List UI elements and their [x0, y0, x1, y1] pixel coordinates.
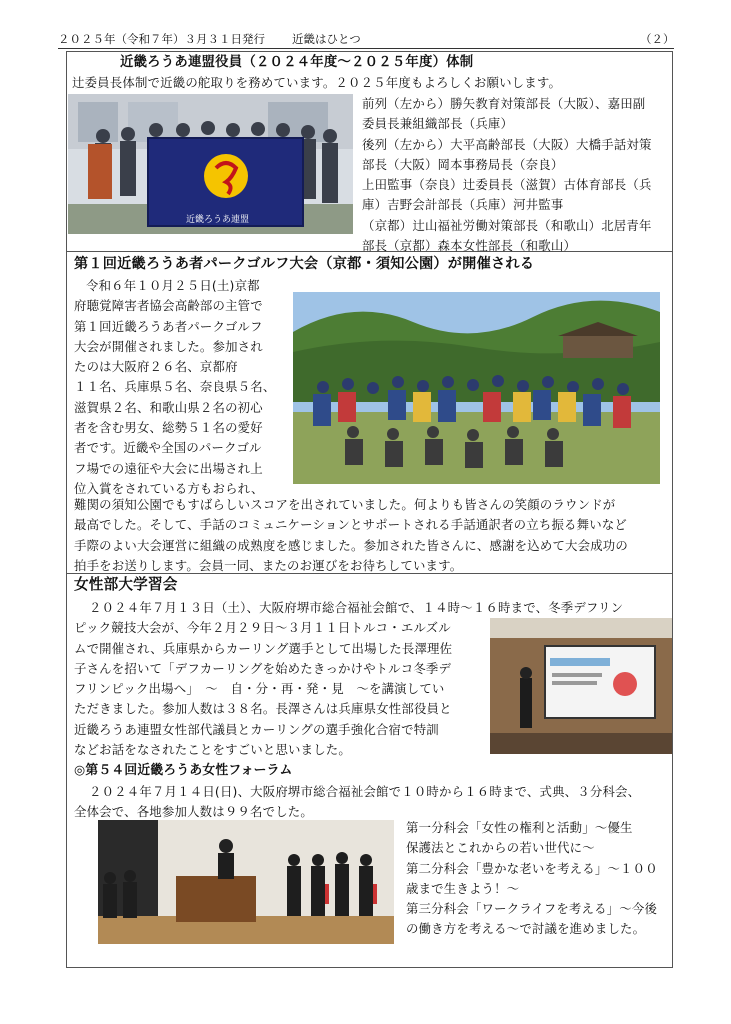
golf-line: たのは大阪府２６名、京都府	[74, 359, 238, 375]
golf-line: １１名、兵庫県５名、奈良県５名、	[74, 379, 276, 395]
golf-line: 大会が開催されました。参加され	[74, 338, 263, 354]
officers-list	[362, 94, 668, 256]
golf-intro	[74, 276, 289, 499]
session-line: 歳まで生きよう！〜	[406, 880, 520, 896]
forum-title: ◎第５４回近畿ろうあ女性フォーラム	[74, 763, 293, 778]
officers-line: 委員長兼組織部長（兵庫）	[362, 116, 514, 132]
session-line: 第三分科会「ワークライフを考える」〜今後	[406, 901, 658, 917]
lecture-photo	[490, 618, 672, 754]
officers-line: 庫）吉野会計部長（兵庫）河井監事	[362, 197, 564, 213]
officers-line: 部長（京都）森本女性部長（和歌山）	[362, 238, 577, 254]
session-line: 第一分科会「女性の権利と活動」〜優生	[406, 820, 633, 835]
women-study-line: 子さんを招いて「デフカーリングを始めたきっかけやトルコ冬季デ	[74, 660, 452, 676]
golf-group-image	[293, 292, 660, 484]
officers-title: 近畿ろうあ連盟役員（２０２４年度〜２０２５年度）体制	[120, 55, 474, 70]
officers-intro: 辻委員長体制で近畿の舵取りを務めています。２０２５年度もよろしくお願いします。	[72, 75, 562, 90]
officers-photo	[68, 94, 353, 234]
women-study-line: ただきました。参加人数は３８名。長澤さんは兵庫県女性部役員と	[74, 701, 452, 717]
golf-body	[74, 495, 674, 576]
forum-stage-image	[98, 820, 394, 944]
officers-line: 上田監事（奈良）辻委員長（滋賀）古体育部長（兵	[362, 177, 652, 193]
issue-date: ２０２５年（令和７年）３月３１日発行	[58, 32, 265, 46]
golf-body-line: 最高でした。そして、手話のコミュニケーションとサポートされる手話通訳者の立ち振る舞いなど	[74, 517, 627, 533]
women-study-line: フリンピック出場へ」 〜 自・分・再・発・見 〜を講演してい	[74, 681, 445, 697]
session-line: 第二分科会「豊かな老いを考える」〜１００	[406, 860, 658, 876]
golf-line: 令和６年１０月２５日(土)京都	[86, 278, 260, 293]
women-study-line: などお話をなされたことをすごいと思いました。	[74, 742, 351, 758]
forum-line: ２０２４年７月１４日(日)、大阪府堺市総合福祉会館で１０時から１６時まで、式典、３分科会、	[89, 784, 641, 799]
golf-line: 府聴覚障害者協会高齢部の主管で	[74, 298, 263, 314]
officers-line: 部長（大阪）岡本事務局長（奈良）	[362, 156, 564, 172]
forum-photo	[98, 820, 394, 944]
women-study-line: 近畿ろうあ連盟女性部代議員とカーリングの選手強化合宿で特訓	[74, 721, 439, 737]
forum-line: 全体会で、各地参加人数は９９名でした。	[74, 804, 313, 820]
women-study-line: ムで開催され、兵庫県からカーリング選手として出場した長澤理佐	[74, 640, 453, 656]
golf-body-line: 拍手をお送りします。会員一同、またのお運びをお待ちしています。	[74, 557, 463, 573]
officers-line: 後列（左から）大平高齢部長（大阪）大橋手話対策	[362, 136, 652, 152]
women-study-title: 女性部大学習会	[74, 576, 178, 593]
session-line: の働き方を考える〜で討議を進めました。	[406, 921, 646, 937]
officers-line: （京都）辻山福祉労働対策部長（和歌山）北居青年	[362, 217, 652, 233]
forum-body	[74, 782, 674, 823]
golf-line: 第１回近畿ろうあ者パークゴルフ	[74, 318, 263, 334]
golf-line: 者を含む男女、総勢５１名の愛好	[74, 420, 263, 436]
officers-line: 前列（左から）勝矢教育対策部長（大阪）、嘉田副	[362, 96, 646, 111]
forum-sessions	[406, 818, 672, 940]
golf-body-line: 難関の須知公園でもすばらしいスコアを出されていました。何よりも皆さんの笑顔のラウンドが	[74, 497, 616, 512]
golf-line: 者です。近畿や全国のパークゴル	[74, 440, 262, 456]
banner-text: 近畿ろうあ連盟	[186, 215, 250, 225]
golf-line: 位入賞をされている方もおられ、	[74, 480, 264, 496]
women-study-line: ２０２４年７月１３日（土）、大阪府堺市総合福祉会館で、１４時〜１６時まで、冬季デフリン	[89, 600, 624, 615]
golf-line: 滋賀県２名、和歌山県２名の初心	[74, 399, 263, 415]
newsletter-name: 近畿はひとつ	[292, 32, 361, 46]
women-study-line: ピック競技大会が、今年２月２９日〜３月１１日トルコ・エルズル	[74, 620, 451, 636]
golf-line: フ場での遠征や大会に出場され上	[74, 460, 263, 476]
golf-body-line: 手際のよい大会運営に組織の成熟度を感じました。参加された皆さんに、感謝を込めて大会成功の	[74, 537, 628, 553]
header-rule	[58, 48, 674, 49]
golf-photo	[293, 292, 660, 484]
page-number: （２）	[640, 32, 675, 46]
session-line: 保護法とこれからの若い世代に〜	[406, 840, 595, 856]
golf-title: 第１回近畿ろうあ者パークゴルフ大会（京都・須知公園）が開催される	[74, 256, 535, 272]
lecture-image	[490, 618, 672, 754]
